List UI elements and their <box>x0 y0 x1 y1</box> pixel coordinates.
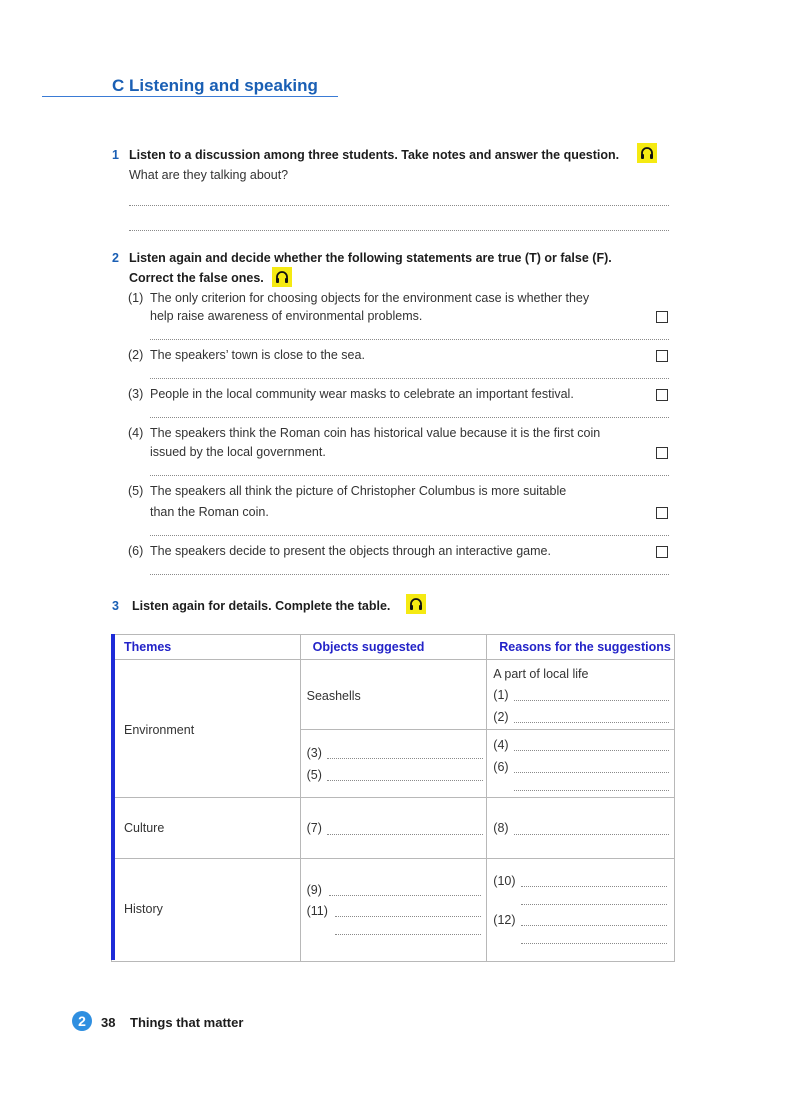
blank-label: (4) <box>493 738 509 752</box>
table-accent-bar <box>111 634 115 960</box>
answer-line[interactable] <box>335 934 481 935</box>
object-cell <box>300 859 487 962</box>
blank-label: (5) <box>306 768 322 782</box>
blank-label: (10) <box>493 874 516 888</box>
statement-label: (2) <box>128 348 144 362</box>
statement-label: (1) <box>128 291 144 305</box>
answer-line[interactable] <box>521 886 667 887</box>
reason-cell <box>487 798 675 859</box>
page-number: 38 <box>101 1015 116 1030</box>
tf-checkbox[interactable] <box>656 389 668 401</box>
reason-cell <box>487 730 675 798</box>
notes-table <box>111 634 675 962</box>
tf-checkbox[interactable] <box>656 350 668 362</box>
answer-line[interactable] <box>514 700 669 701</box>
q2-number: 2 <box>112 251 119 265</box>
answer-line[interactable] <box>150 417 669 418</box>
answer-line[interactable] <box>150 574 669 575</box>
q1-question: What are they talking about? <box>129 168 289 182</box>
answer-line[interactable] <box>514 790 669 791</box>
theme-environment: Environment <box>124 723 195 737</box>
header-objects: Objects suggested <box>300 635 487 660</box>
unit-badge: 2 <box>72 1011 92 1031</box>
answer-line[interactable] <box>514 834 669 835</box>
tf-checkbox[interactable] <box>656 507 668 519</box>
q2-instruction-line1: Listen again and decide whether the following statements are true (T) or false (F). <box>129 251 612 265</box>
section-title: C Listening and speaking <box>112 76 318 95</box>
statement-text: The speakers’ town is close to the sea. <box>150 348 365 362</box>
statement-text: help raise awareness of environmental problems. <box>150 309 423 323</box>
q1-number: 1 <box>112 148 119 162</box>
answer-line[interactable] <box>514 750 669 751</box>
statement-text: People in the local community wear masks to celebrate an important festival. <box>150 387 574 401</box>
statement-text: The only criterion for choosing objects for the environment case is whether they <box>150 291 590 305</box>
statement-text: issued by the local government. <box>150 445 326 459</box>
q1-instruction: Listen to a discussion among three students. Take notes and answer the question. <box>129 148 620 162</box>
theme-cell <box>112 859 301 962</box>
theme-cell <box>112 660 301 798</box>
answer-line[interactable] <box>150 535 669 536</box>
object-seashells: Seashells <box>306 689 361 703</box>
blank-label: (2) <box>493 710 509 724</box>
title-underline <box>42 96 338 97</box>
answer-line[interactable] <box>327 780 483 781</box>
blank-label: (1) <box>493 688 509 702</box>
answer-line[interactable] <box>521 904 667 905</box>
statement-text: than the Roman coin. <box>150 505 269 519</box>
statement-label: (3) <box>128 387 144 401</box>
blank-label: (9) <box>306 883 322 897</box>
header-reasons: Reasons for the suggestions <box>487 635 675 660</box>
statement-text: The speakers decide to present the objects through an interactive game. <box>150 544 551 558</box>
q3-number: 3 <box>112 599 119 613</box>
audio-icon[interactable] <box>406 594 426 614</box>
q2-instruction-line2: Correct the false ones. <box>129 271 264 285</box>
audio-icon[interactable] <box>272 267 292 287</box>
answer-line[interactable] <box>150 378 669 379</box>
reason-cell <box>487 660 675 730</box>
answer-line[interactable] <box>514 722 669 723</box>
theme-culture: Culture <box>124 821 165 835</box>
reason-local-life: A part of local life <box>493 667 589 681</box>
answer-line[interactable] <box>129 205 669 206</box>
tf-checkbox[interactable] <box>656 311 668 323</box>
audio-icon[interactable] <box>637 143 657 163</box>
statement-label: (5) <box>128 484 144 498</box>
answer-line[interactable] <box>521 925 667 926</box>
blank-label: (12) <box>493 913 516 927</box>
unit-title: Things that matter <box>130 1015 244 1030</box>
object-cell <box>300 730 487 798</box>
object-cell <box>300 798 487 859</box>
answer-line[interactable] <box>150 475 669 476</box>
blank-label: (11) <box>306 904 328 918</box>
answer-line[interactable] <box>327 758 483 759</box>
statement-label: (6) <box>128 544 144 558</box>
answer-line[interactable] <box>514 772 669 773</box>
theme-cell <box>112 798 301 859</box>
blank-label: (7) <box>306 821 322 835</box>
statement-label: (4) <box>128 426 144 440</box>
blank-label: (8) <box>493 821 509 835</box>
statement-text: The speakers think the Roman coin has historical value because it is the first coin <box>150 426 601 440</box>
reason-cell <box>487 859 675 962</box>
answer-line[interactable] <box>329 895 481 896</box>
answer-line[interactable] <box>129 230 669 231</box>
answer-line[interactable] <box>150 339 669 340</box>
blank-label: (6) <box>493 760 509 774</box>
q3-instruction: Listen again for details. Complete the table. <box>132 599 391 613</box>
answer-line[interactable] <box>327 834 483 835</box>
header-themes: Themes <box>112 635 301 660</box>
blank-label: (3) <box>306 746 322 760</box>
theme-history: History <box>124 902 163 916</box>
statement-text: The speakers all think the picture of Christopher Columbus is more suitable <box>150 484 567 498</box>
answer-line[interactable] <box>335 916 481 917</box>
object-cell <box>300 660 487 730</box>
tf-checkbox[interactable] <box>656 546 668 558</box>
tf-checkbox[interactable] <box>656 447 668 459</box>
answer-line[interactable] <box>521 943 667 944</box>
